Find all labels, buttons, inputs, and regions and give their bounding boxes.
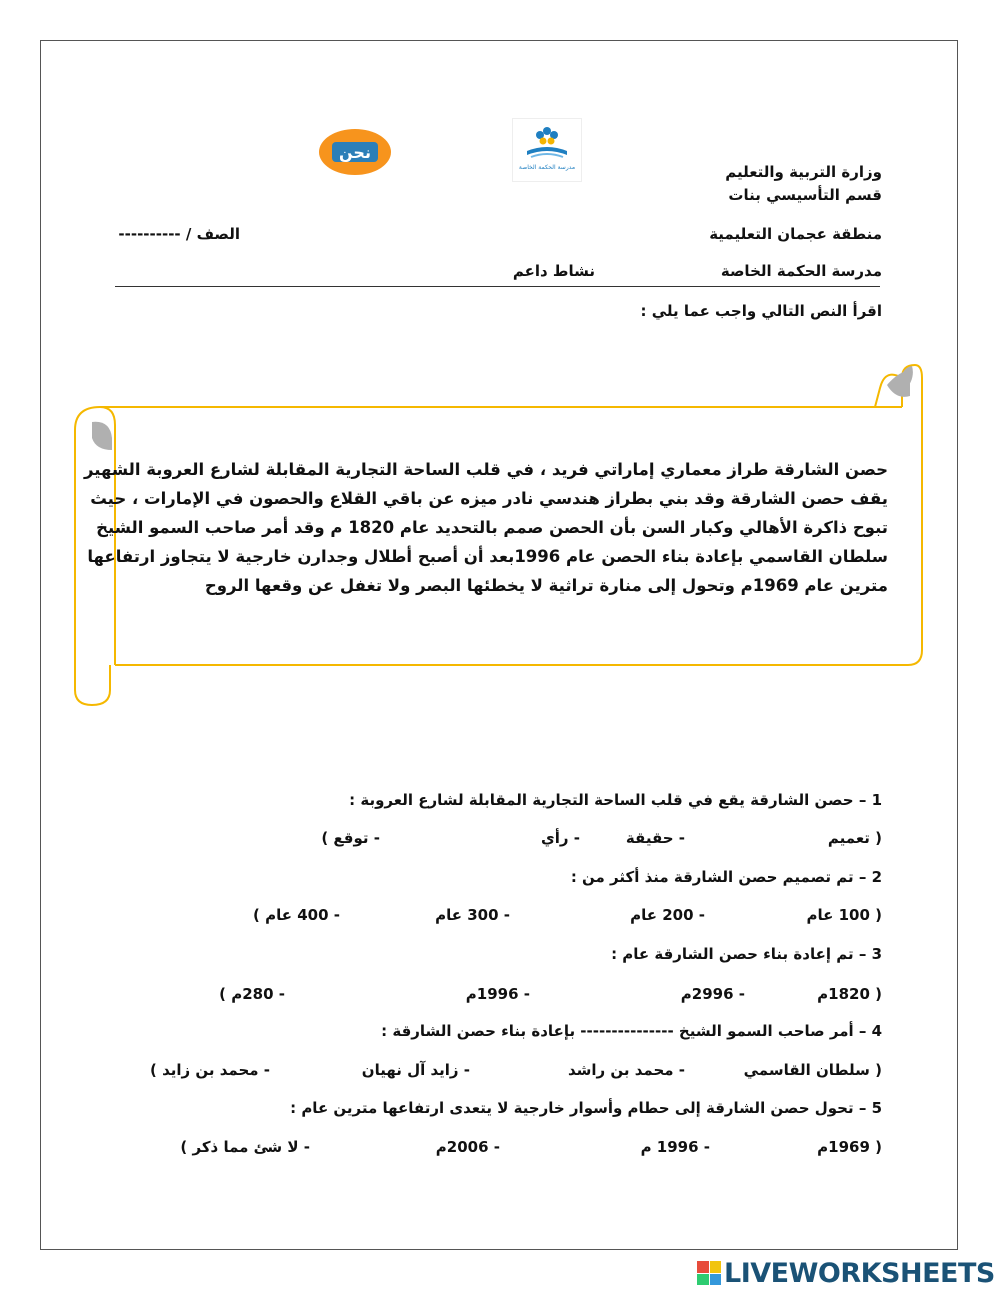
q5-option-4[interactable]: - لا شئ مما ذكر ) (180, 1138, 310, 1156)
q1-option-4[interactable]: - توقع ) (321, 829, 380, 847)
liveworksheets-icon (697, 1261, 721, 1285)
liveworksheets-logo[interactable] (697, 1258, 995, 1288)
q4-option-2[interactable]: - محمد بن راشد (567, 1061, 685, 1079)
school-logo (512, 118, 582, 182)
question-4: 4 – أمر صاحب السمو الشيخ --------------- بإعادة بناء حصن الشارقة : (381, 1022, 882, 1040)
header-divider (115, 286, 880, 287)
q4-option-4[interactable]: - محمد بن زايد ) (150, 1061, 270, 1079)
passage-line: تبوح ذاكرة الأهالي وكبار السن بأن الحصن صمم بالتحديد عام 1820 م وقد أمر صاحب السمو الشيخ (96, 518, 888, 537)
passage-line: سلطان القاسمي بإعادة بناء الحصن عام 1996بعد أن أصبح أطلال وجدارن خارجية لا يتجاوز ارتفاعها (87, 547, 888, 566)
q1-option-3[interactable]: - رأي (541, 829, 580, 847)
school-name: مدرسة الحكمة الخاصة (720, 262, 882, 280)
passage-line: يقف حصن الشارقة وقد بني بطراز هندسي نادر ميزه عن باقي القلاع والحصون في الإمارات ، حيث (90, 489, 888, 508)
department-name: قسم التأسيسي بنات (728, 186, 882, 204)
q3-option-2[interactable]: - 2996م (680, 985, 745, 1003)
passage-text (83, 455, 888, 600)
q1-option-1[interactable]: ( تعميم (827, 829, 882, 847)
question-2: 2 – تم تصميم حصن الشارقة منذ أكثر من : (570, 868, 882, 886)
instruction: اقرأ النص التالي واجب عما يلي : (640, 302, 882, 320)
ministry-name: وزارة التربية والتعليم (725, 163, 882, 181)
activity-label: نشاط داعم (512, 262, 595, 280)
q2-option-1[interactable]: ( 100 عام (806, 906, 882, 924)
q4-option-1[interactable]: ( سلطان القاسمي (743, 1061, 882, 1079)
svg-text:مدرسة الحكمة الخاصة: مدرسة الحكمة الخاصة (518, 164, 576, 171)
nahnu-logo (318, 128, 392, 176)
svg-text:نحن: نحن (339, 143, 371, 162)
q5-option-1[interactable]: ( 1969م (817, 1138, 882, 1156)
q4-option-3[interactable]: - زايد آل نهيان (361, 1061, 470, 1079)
q2-option-4[interactable]: - 400 عام ) (253, 906, 340, 924)
q3-option-3[interactable]: - 1996م (465, 985, 530, 1003)
q2-option-3[interactable]: - 300 عام (435, 906, 510, 924)
question-5: 5 – تحول حصن الشارقة إلى حطام وأسوار خارجية لا يتعدى ارتفاعها مترين عام : (290, 1099, 882, 1117)
passage-line: مترين عام 1969م وتحول إلى منارة تراثية لا يخطئها البصر ولا تغفل عن وقعها الروح (204, 576, 888, 595)
q5-option-3[interactable]: - 2006م (435, 1138, 500, 1156)
region-name: منطقة عجمان التعليمية (709, 225, 882, 243)
liveworksheets-brand: LIVEWORKSHEETS (724, 1257, 995, 1289)
question-3: 3 – تم إعادة بناء حصن الشارقة عام : (611, 945, 882, 963)
question-1: 1 – حصن الشارقة يقع في قلب الساحة التجارية المقابلة لشارع العروبة : (349, 791, 882, 809)
passage-line: حصن الشارقة طراز معماري إماراتي فريد ، في قلب الساحة التجارية المقابلة لشارع العروبة الشهير (83, 460, 888, 479)
q1-option-2[interactable]: - حقيقة (625, 829, 685, 847)
grade-field[interactable]: الصف / ---------- (118, 225, 240, 243)
q5-option-2[interactable]: - 1996 م (640, 1138, 710, 1156)
q2-option-2[interactable]: - 200 عام (630, 906, 705, 924)
q3-option-1[interactable]: ( 1820م (817, 985, 882, 1003)
q3-option-4[interactable]: - 280م ) (219, 985, 285, 1003)
